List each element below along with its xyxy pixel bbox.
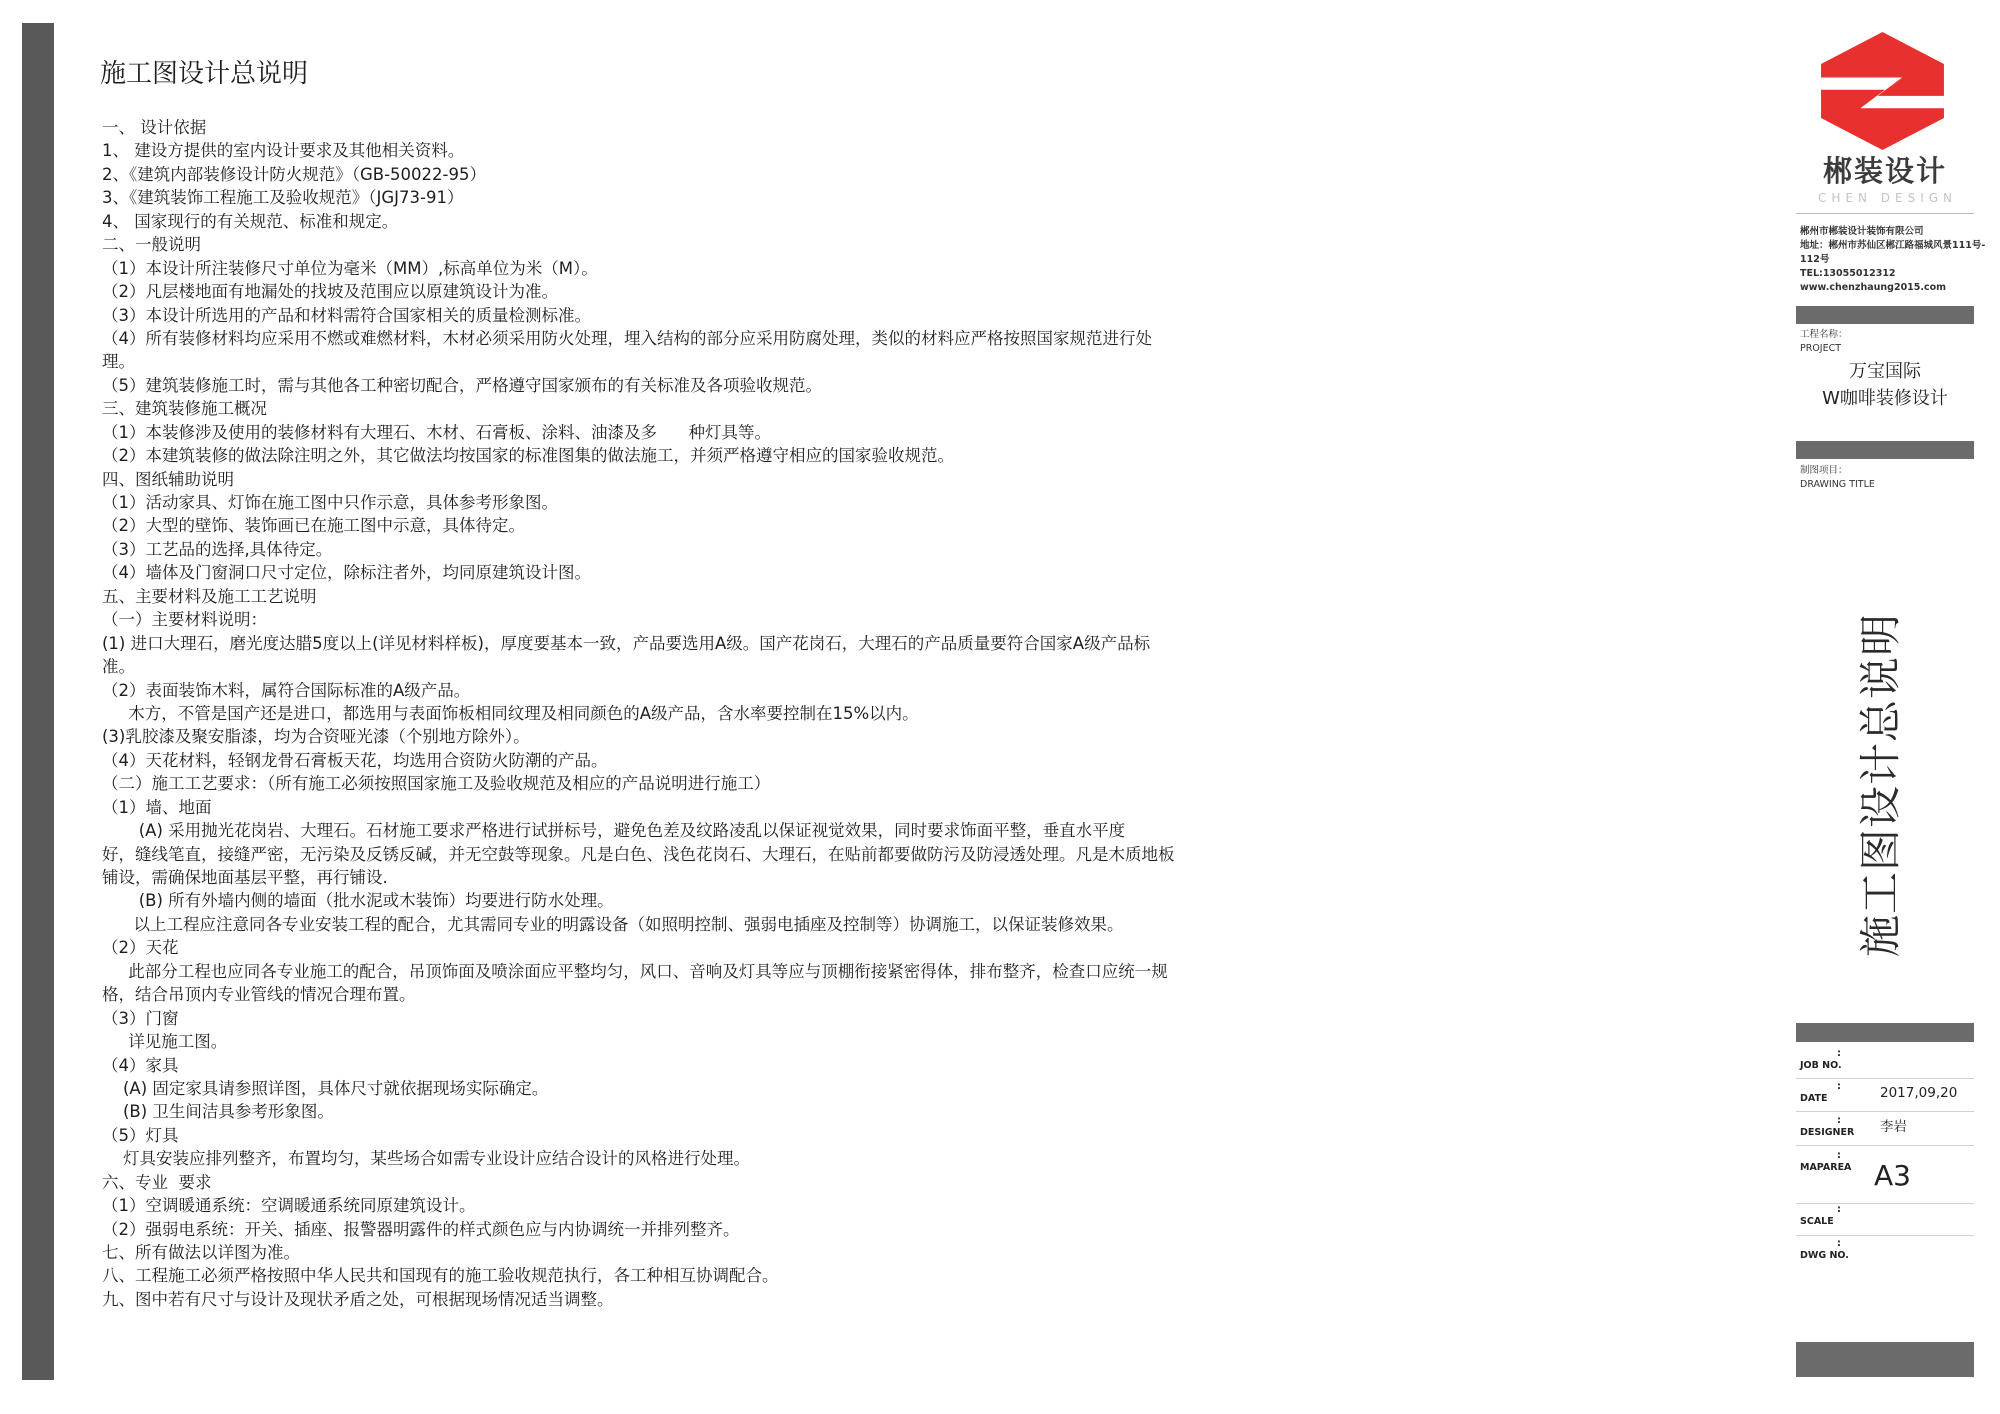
note-line: 四、图纸辅助说明 bbox=[102, 469, 234, 489]
note-line: （2）凡层楼地面有地漏处的找坡及范围应以原建筑设计为准。 bbox=[102, 282, 558, 302]
note-line: （1）墙、地面 bbox=[102, 797, 212, 817]
note-line: （3）门窗 bbox=[102, 1008, 179, 1028]
note-line: 七、所有做法以详图为准。 bbox=[102, 1243, 300, 1262]
note-line: 1、 建设方提供的室内设计要求及其他相关资料。 bbox=[102, 141, 465, 161]
note-line: 六、专业 要求 bbox=[102, 1172, 212, 1192]
project-name-line: 万宝国际 bbox=[1849, 361, 1921, 382]
note-line: （2）本建筑装修的做法除注明之外，其它做法均按国家的标准图集的做法施工，并须严格遵守相应的国家验收规范。 bbox=[102, 446, 954, 466]
note-line: 五、主要材料及施工工艺说明 bbox=[102, 586, 317, 606]
brand-name-en: CHEN DESIGN bbox=[1817, 191, 1958, 205]
field-divider bbox=[1796, 1203, 1974, 1204]
note-line: （一）主要材料说明： bbox=[102, 610, 267, 630]
field-job-no bbox=[1796, 1048, 1974, 1073]
field-dwg-no bbox=[1796, 1238, 1974, 1263]
chen-design-logo-icon bbox=[1821, 32, 1944, 150]
note-line: 详见施工图。 bbox=[102, 1032, 228, 1052]
note-line: （1）活动家具、灯饰在施工图中只作示意，具体参考形象图。 bbox=[102, 493, 558, 512]
drawing-label-en: DRAWING TITLE bbox=[1800, 479, 1875, 490]
company-address: 地址：郴州市苏仙区郴江路福城风景111号- bbox=[1800, 240, 1986, 251]
note-line: 九、图中若有尺寸与设计及现状矛盾之处，可根据现场情况适当调整。 bbox=[102, 1289, 614, 1309]
field-divider bbox=[1796, 1111, 1974, 1112]
note-line: （3）工艺品的选择,具体待定。 bbox=[102, 539, 333, 559]
footer-bar bbox=[1796, 1342, 1974, 1377]
field-value: A3 bbox=[1874, 1159, 1911, 1192]
note-line: （2）强弱电系统：开关、插座、报警器明露件的样式颜色应与内协调统一并排列整齐。 bbox=[102, 1219, 740, 1239]
note-line: （2）表面装饰木料，属符合国际标准的A级产品。 bbox=[102, 680, 471, 700]
note-line: 三、建筑装修施工概况 bbox=[102, 399, 267, 419]
drawing-title-vertical: 施工图设计总说明 bbox=[1856, 613, 1905, 958]
note-line: 3、《建筑装饰工程施工及验收规范》（JGJ73-91） bbox=[102, 188, 464, 208]
note-line: (A) 固定家具请参照详图，具体尺寸就依据现场实际确定。 bbox=[102, 1078, 549, 1098]
project-name-line: W咖啡装修设计 bbox=[1822, 388, 1948, 409]
note-line: （1）本装修涉及使用的装修材料有大理石、木材、石膏板、涂料、油漆及多 种灯具等。 bbox=[102, 422, 771, 442]
note-line: (B) 卫生间洁具参考形象图。 bbox=[102, 1102, 334, 1122]
left-margin-bar bbox=[22, 23, 54, 1380]
note-line: （4）墙体及门窗洞口尺寸定位，除标注者外，均同原建筑设计图。 bbox=[102, 563, 591, 583]
document-title: 施工图设计总说明 bbox=[100, 59, 309, 89]
note-line: 铺设，需确保地面基层平整，再行铺设. bbox=[102, 868, 388, 887]
note-line: (3)乳胶漆及聚安脂漆，均为合资哑光漆（个别地方除外）。 bbox=[102, 727, 530, 747]
field-label: MAPAREA bbox=[1800, 1162, 1852, 1173]
field-designer bbox=[1796, 1115, 1974, 1140]
company-name: 郴州市郴装设计装饰有限公司 bbox=[1800, 226, 1924, 237]
note-line: 理。 bbox=[102, 352, 135, 372]
note-line: （1）本设计所注装修尺寸单位为毫米（MM）,标高单位为米（M）。 bbox=[102, 258, 598, 278]
project-name bbox=[1796, 358, 1974, 412]
note-line: 二、一般说明 bbox=[102, 235, 201, 255]
field-maparea bbox=[1796, 1150, 1974, 1192]
note-line: 好，缝线笔直，接缝严密，无污染及反锈反碱，并无空鼓等现象。凡是白色、浅色花岗石、大理石，在贴前都要做防污及防浸透处理。凡是木质地板 bbox=[102, 844, 1175, 864]
field-separator: : bbox=[1837, 1115, 1841, 1126]
note-line: （2）大型的壁饰、装饰画已在施工图中示意，具体待定。 bbox=[102, 516, 525, 536]
brand-name-cn: 郴装设计 bbox=[1822, 154, 1947, 188]
note-line: 一、 设计依据 bbox=[102, 118, 207, 137]
note-line: （5）建筑装修施工时，需与其他各工种密切配合，严格遵守国家颁布的有关标准及各项验收规范。 bbox=[102, 375, 822, 395]
brand-divider bbox=[1796, 213, 1974, 214]
field-separator: : bbox=[1837, 1204, 1841, 1215]
company-info bbox=[1800, 225, 1985, 295]
company-phone: TEL:13055012312 bbox=[1800, 268, 1896, 279]
note-line: 木方，不管是国产还是进口，都选用与表面饰板相同纹理及相同颜色的A级产品，含水率要控制在15%以内。 bbox=[102, 703, 919, 723]
field-label: DATE bbox=[1800, 1093, 1828, 1104]
project-label-en: PROJECT bbox=[1800, 343, 1842, 354]
project-label-cn: 工程名称： bbox=[1800, 329, 1848, 340]
field-label: JOB NO. bbox=[1800, 1060, 1842, 1071]
note-line: (B) 所有外墙内侧的墙面（批水泥或木装饰）均要进行防水处理。 bbox=[102, 891, 614, 911]
section-bar bbox=[1796, 441, 1974, 459]
note-line: 2、《建筑内部装修设计防火规范》（GB-50022-95） bbox=[102, 164, 486, 184]
field-label: SCALE bbox=[1800, 1216, 1834, 1227]
field-divider bbox=[1796, 1145, 1974, 1146]
field-separator: : bbox=[1837, 1150, 1841, 1161]
field-scale bbox=[1796, 1204, 1974, 1229]
note-line: 此部分工程也应同各专业施工的配合，吊顶饰面及喷涂面应平整均匀，风口、音响及灯具等应与顶棚衔接紧密得体，排布整齐，检查口应统一规 bbox=[102, 961, 1168, 981]
note-line: （2）天花 bbox=[102, 938, 179, 958]
field-separator: : bbox=[1837, 1048, 1841, 1059]
design-notes-body bbox=[102, 116, 1175, 1311]
drawing-label-cn: 制图项目： bbox=[1800, 465, 1848, 476]
note-line: （二）施工工艺要求：（所有施工必须按照国家施工及验收规范及相应的产品说明进行施工） bbox=[102, 774, 771, 794]
note-line: （4）天花材料，轻钢龙骨石膏板天花，均选用合资防火防潮的产品。 bbox=[102, 750, 608, 770]
field-separator: : bbox=[1837, 1238, 1841, 1249]
field-value: 李岩 bbox=[1880, 1119, 1907, 1135]
field-divider bbox=[1796, 1235, 1974, 1236]
note-line: （1）空调暖通系统：空调暖通系统同原建筑设计。 bbox=[102, 1196, 476, 1216]
note-line: (A) 采用抛光花岗岩、大理石。石材施工要求严格进行试拼标号，避免色差及纹路凌乱以保证视觉效果，同时要求饰面平整，垂直水平度 bbox=[102, 821, 1126, 841]
note-line: （4）家具 bbox=[102, 1055, 179, 1075]
note-line: 格，结合吊顶内专业管线的情况合理布置。 bbox=[102, 985, 416, 1005]
note-line: 灯具安装应排列整齐，布置均匀，某些场合如需专业设计应结合设计的风格进行处理。 bbox=[102, 1149, 750, 1169]
note-line: （4）所有装修材料均应采用不燃或难燃材料，木材必须采用防火处理，埋入结构的部分应采用防腐处理，类似的材料应严格按照国家规范进行处 bbox=[102, 328, 1152, 348]
note-line: 4、 国家现行的有关规范、标准和规定。 bbox=[102, 211, 399, 231]
company-website: www.chenzhaung2015.com bbox=[1800, 282, 1947, 293]
note-line: 准。 bbox=[102, 657, 135, 677]
section-bar bbox=[1796, 306, 1974, 324]
company-address-cont: 112号 bbox=[1800, 254, 1830, 265]
note-line: （5）灯具 bbox=[102, 1125, 179, 1145]
field-value: 2017,09,20 bbox=[1880, 1085, 1958, 1101]
note-line: 八、工程施工必须严格按照中华人民共和国现有的施工验收规范执行，各工种相互协调配合。 bbox=[102, 1266, 779, 1286]
section-bar bbox=[1796, 1023, 1974, 1042]
note-line: 以上工程应注意同各专业安装工程的配合，尤其需同专业的明露设备（如照明控制、强弱电插座及控制等）协调施工，以保证装修效果。 bbox=[102, 914, 1124, 934]
note-line: (1) 进口大理石，磨光度达腊5度以上(详见材料样板)，厚度要基本一致，产品要选用A级。国产花岗石，大理石的产品质量要符合国家A级产品标 bbox=[102, 633, 1151, 653]
field-divider bbox=[1796, 1078, 1974, 1079]
field-label: DWG NO. bbox=[1800, 1250, 1849, 1261]
field-date bbox=[1796, 1081, 1974, 1106]
field-label: DESIGNER bbox=[1800, 1127, 1855, 1138]
note-line: （3）本设计所选用的产品和材料需符合国家相关的质量检测标准。 bbox=[102, 305, 591, 325]
field-separator: : bbox=[1837, 1081, 1841, 1092]
